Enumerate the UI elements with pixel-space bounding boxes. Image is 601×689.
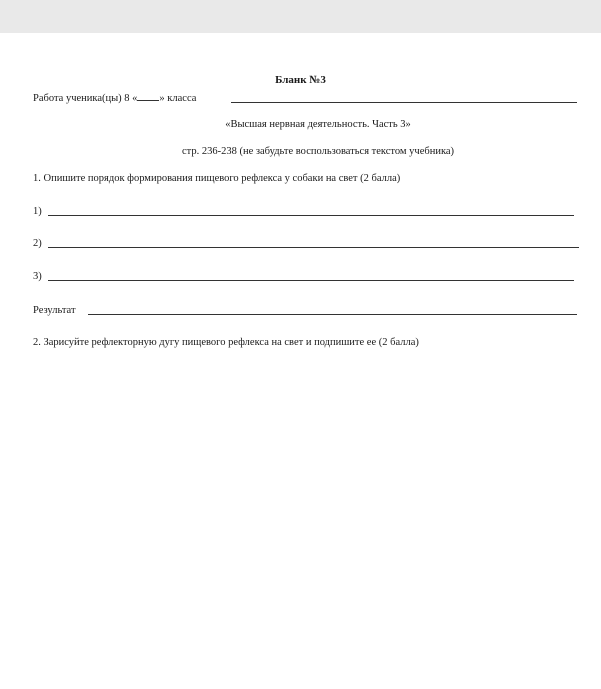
answer-1-label: 1) bbox=[33, 206, 42, 217]
answer-3-label: 3) bbox=[33, 271, 42, 282]
student-line bbox=[33, 91, 196, 105]
top-band bbox=[0, 0, 601, 33]
drawing-area[interactable] bbox=[33, 360, 578, 660]
student-line-middle: » класса bbox=[159, 93, 197, 104]
answer-1-blank[interactable] bbox=[48, 215, 574, 216]
student-name-blank[interactable] bbox=[231, 102, 577, 103]
grade-letter-blank[interactable] bbox=[137, 91, 159, 101]
student-line-prefix: Работа ученика(цы) 8 « bbox=[33, 93, 138, 104]
answer-2-blank[interactable] bbox=[48, 247, 579, 248]
task-1-text: 1. Опишите порядок формирования пищевого рефлекса у собаки на свет (2 балла) bbox=[33, 173, 401, 184]
topic-heading: «Высшая нервная деятельность. Часть 3» bbox=[225, 119, 411, 130]
answer-2-label: 2) bbox=[33, 238, 42, 249]
task-2-text: 2. Зарисуйте рефлекторную дугу пищевого рефлекса на свет и подпишите ее (2 балла) bbox=[33, 337, 419, 348]
form-title: Бланк №3 bbox=[275, 74, 326, 86]
pages-note: стр. 236-238 (не забудьте воспользоваться текстом учебника) bbox=[181, 146, 455, 157]
result-blank[interactable] bbox=[88, 314, 577, 315]
answer-3-blank[interactable] bbox=[48, 280, 574, 281]
result-label: Результат bbox=[33, 305, 76, 316]
